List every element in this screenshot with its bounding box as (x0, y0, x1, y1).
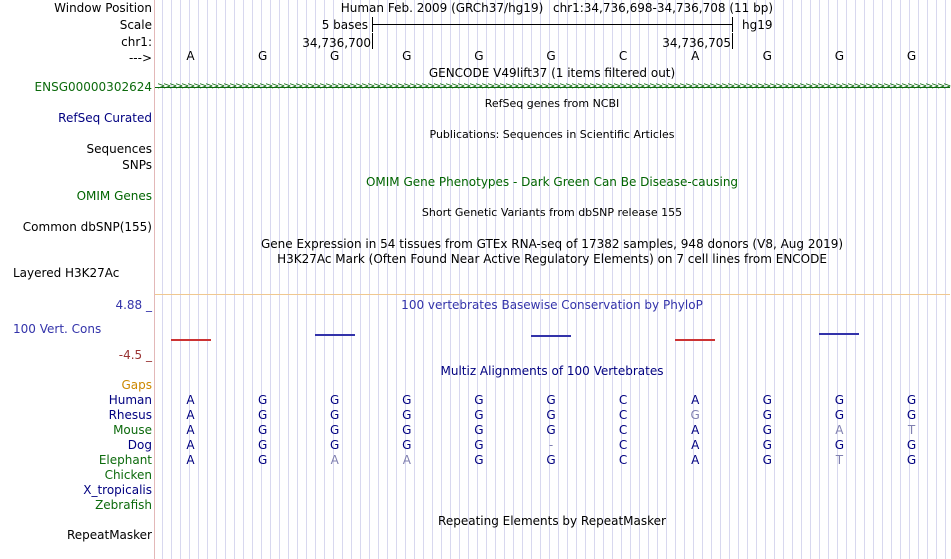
ruler-tick-right (732, 33, 733, 49)
alignment-base: G (474, 438, 484, 452)
phylop-track-title: 100 vertebrates Basewise Conservation by PhyloP (401, 298, 703, 312)
alignment-base: G (257, 408, 268, 422)
alignment-base: G (474, 393, 484, 407)
alignment-base: C (618, 393, 628, 407)
strand-arrow: > (547, 81, 556, 92)
strand-arrow: > (799, 81, 808, 92)
alignment-base: G (546, 423, 556, 437)
strand-arrow: > (271, 81, 280, 92)
strand-arrow: > (349, 81, 358, 92)
strand-arrow: > (721, 81, 730, 92)
strand-arrow: > (865, 81, 874, 92)
strand-arrow: > (943, 81, 951, 92)
alignment-base: C (618, 408, 628, 422)
strand-arrow: > (283, 81, 292, 92)
conservation-score-bar (531, 335, 571, 337)
strand-arrow: > (295, 81, 304, 92)
strand-arrow: > (163, 81, 172, 92)
strand-arrow: > (319, 81, 328, 92)
strand-arrow: > (307, 81, 316, 92)
conservation-score-bar (675, 339, 715, 341)
strand-arrow: > (613, 81, 622, 92)
strand-arrow: > (391, 81, 400, 92)
omim-genes-label[interactable]: OMIM Genes (76, 189, 152, 203)
strand-arrow: > (895, 81, 904, 92)
strand-arrow: > (343, 81, 352, 92)
strand-arrow: > (253, 81, 262, 92)
strand-arrow: > (805, 81, 814, 92)
refseq-track-title: RefSeq genes from NCBI (484, 97, 620, 110)
gencode-track-title: GENCODE V49lift37 (1 items filtered out) (428, 66, 676, 80)
alignment-base: G (906, 408, 917, 422)
strand-arrow: > (187, 81, 196, 92)
alignment-base: G (257, 423, 268, 437)
strand-arrow: > (535, 81, 544, 92)
strand-arrow: > (475, 81, 484, 92)
strand-arrow: > (487, 81, 496, 92)
alignment-base: G (330, 408, 340, 422)
strand-arrow: > (793, 81, 802, 92)
strand-arrow: > (925, 81, 934, 92)
strand-arrow: > (871, 81, 880, 92)
alignment-base: G (330, 393, 340, 407)
alignment-base: G (762, 438, 772, 452)
strand-arrow: > (565, 81, 574, 92)
strand-arrow: > (625, 81, 634, 92)
strand-arrow: > (385, 81, 394, 92)
position-range: chr1:34,736,698-34,736,708 (11 bp) (552, 1, 774, 15)
strand-arrow: > (541, 81, 550, 92)
strand-arrow: > (331, 81, 340, 92)
conservation-top-divider (155, 294, 950, 295)
strand-arrow: > (781, 81, 790, 92)
alignment-base: A (402, 453, 411, 467)
strand-arrow: > (877, 81, 886, 92)
reference-base: G (546, 49, 556, 63)
strand-arrow: > (685, 81, 694, 92)
strand-arrow: > (733, 81, 742, 92)
strand-arrow: > (619, 81, 628, 92)
strand-arrow: > (469, 81, 478, 92)
vert-cons-label[interactable]: 100 Vert. Cons (13, 322, 102, 336)
strand-arrow: > (589, 81, 598, 92)
strand-arrow: > (463, 81, 472, 92)
scale-label: Scale (119, 18, 152, 32)
strand-arrow: > (595, 81, 604, 92)
alignment-base: G (474, 408, 484, 422)
snps-label[interactable]: SNPs (122, 158, 152, 172)
reference-base: G (402, 49, 412, 63)
strand-arrow: > (673, 81, 682, 92)
assembly-title: Human Feb. 2009 (GRCh37/hg19) (340, 1, 544, 15)
strand-arrow: > (703, 81, 712, 92)
reference-base: G (906, 49, 917, 63)
alignment-base: G (402, 393, 412, 407)
strand-arrow: > (829, 81, 838, 92)
strand-arrow: > (823, 81, 832, 92)
reference-base: A (691, 49, 700, 63)
repeatmasker-track-title: Repeating Elements by RepeatMasker (438, 514, 666, 528)
strand-arrow: > (631, 81, 640, 92)
strand-arrow: > (181, 81, 190, 92)
strand-arrow: > (757, 81, 766, 92)
strand-arrow: > (175, 81, 184, 92)
strand-arrow: > (667, 81, 676, 92)
strand-arrow: > (769, 81, 778, 92)
alignment-base: G (330, 423, 340, 437)
strand-arrow: > (199, 81, 208, 92)
alignment-base: A (186, 393, 195, 407)
strand-arrow: > (379, 81, 388, 92)
strand-arrow: > (817, 81, 826, 92)
alignment-base: G (762, 453, 772, 467)
strand-arrow: > (691, 81, 700, 92)
strand-arrow: > (787, 81, 796, 92)
conservation-max-label: 4.88 _ (115, 298, 152, 312)
strand-arrow: > (583, 81, 592, 92)
strand-arrow: > (811, 81, 820, 92)
strand-arrow: > (277, 81, 286, 92)
strand-arrow: > (373, 81, 382, 92)
strand-arrow: > (529, 81, 538, 92)
strand-arrow: > (763, 81, 772, 92)
gaps-label[interactable]: Gaps (121, 378, 152, 392)
multiz-track-title: Multiz Alignments of 100 Vertebrates (440, 364, 664, 378)
strand-arrow: > (709, 81, 718, 92)
strand-arrow: > (193, 81, 202, 92)
strand-arrow: > (847, 81, 856, 92)
strand-arrow: > (739, 81, 748, 92)
strand-arrow: > (571, 81, 580, 92)
alignment-base: G (690, 408, 700, 422)
strand-arrow: > (241, 81, 250, 92)
strand-arrow: > (517, 81, 526, 92)
alignment-base: G (906, 438, 917, 452)
reference-base: G (762, 49, 772, 63)
strand-arrow: > (835, 81, 844, 92)
alignment-base: G (762, 393, 772, 407)
alignment-base: A (186, 408, 195, 422)
alignment-base: C (618, 453, 628, 467)
conservation-score-bar (171, 339, 211, 341)
strand-arrow: > (559, 81, 568, 92)
reference-base: A (186, 49, 195, 63)
strand-arrow: > (883, 81, 892, 92)
strand-arrow: > (421, 81, 430, 92)
sequences-label[interactable]: Sequences (86, 142, 152, 156)
gtex-track-title: Gene Expression in 54 tissues from GTEx RNA-seq of 17382 samples, 948 donors (V8, Aug 2019) (260, 237, 844, 251)
strand-arrow: > (397, 81, 406, 92)
strand-arrow: > (655, 81, 664, 92)
alignment-base: A (835, 423, 844, 437)
common-dbsnp-label[interactable]: Common dbSNP(155) (22, 220, 152, 234)
alignment-base: C (618, 438, 628, 452)
strand-arrow: > (775, 81, 784, 92)
scale-bar-text: 5 bases (321, 18, 368, 32)
alignment-base: - (548, 438, 554, 452)
track-label-column (0, 0, 155, 559)
h3k27ac-track-title: H3K27Ac Mark (Often Found Near Active Regulatory Elements) on 7 cell lines from ENCODE (277, 252, 827, 266)
strand-arrow: > (859, 81, 868, 92)
strand-arrow: > (697, 81, 706, 92)
strand-arrow: > (259, 81, 268, 92)
reference-base: G (330, 49, 340, 63)
strand-arrow: > (247, 81, 256, 92)
strand-arrow: > (919, 81, 928, 92)
species-label-human[interactable]: Human (108, 393, 152, 407)
strand-arrow: > (889, 81, 898, 92)
strand-arrow: > (913, 81, 922, 92)
species-label-x-tropicalis[interactable]: X_tropicalis (83, 483, 152, 497)
scale-bar-line (372, 24, 733, 25)
strand-arrow: > (643, 81, 652, 92)
dbsnp-track-title: Short Genetic Variants from dbSNP release 155 (421, 206, 683, 219)
alignment-base: G (402, 408, 412, 422)
strand-arrow: > (313, 81, 322, 92)
alignment-base: G (474, 453, 484, 467)
ruler-position-left: 34,736,700 (302, 36, 371, 50)
strand-arrow: > (451, 81, 460, 92)
strand-arrow: > (907, 81, 916, 92)
strand-arrow: > (415, 81, 424, 92)
alignment-base: A (186, 423, 195, 437)
strand-arrow-label: ---> (128, 51, 152, 65)
strand-arrow: > (217, 81, 226, 92)
strand-arrow: > (853, 81, 862, 92)
strand-arrow: > (337, 81, 346, 92)
alignment-base: A (691, 438, 700, 452)
scale-bar-right-tick (732, 17, 733, 32)
ensg-label[interactable]: ENSG00000302624 (34, 80, 152, 94)
alignment-base: G (834, 438, 845, 452)
strand-arrow: > (229, 81, 238, 92)
strand-arrow: > (523, 81, 532, 92)
strand-arrow: > (481, 81, 490, 92)
strand-arrow: > (445, 81, 454, 92)
conservation-score-bar (315, 334, 355, 336)
alignment-base: A (691, 453, 700, 467)
strand-arrow: > (937, 81, 946, 92)
strand-arrow: > (301, 81, 310, 92)
alignment-base: G (762, 408, 772, 422)
strand-arrow: > (211, 81, 220, 92)
window-position-label: Window Position (54, 1, 152, 15)
alignment-base: G (330, 438, 340, 452)
strand-arrow: > (439, 81, 448, 92)
strand-arrow: > (367, 81, 376, 92)
strand-arrow: > (841, 81, 850, 92)
alignment-base: A (186, 453, 195, 467)
strand-arrow: > (355, 81, 364, 92)
alignment-base: T (907, 423, 916, 437)
alignment-base: A (186, 438, 195, 452)
strand-arrow: > (679, 81, 688, 92)
strand-arrow: > (751, 81, 760, 92)
alignment-base: G (402, 423, 412, 437)
strand-arrow: > (325, 81, 334, 92)
strand-arrow: > (577, 81, 586, 92)
track-area[interactable] (155, 0, 950, 559)
strand-arrow: > (409, 81, 418, 92)
species-label-elephant[interactable]: Elephant (98, 453, 152, 467)
alignment-base: A (691, 393, 700, 407)
chr-label: chr1: (121, 35, 152, 49)
strand-arrow: > (223, 81, 232, 92)
strand-arrow: > (511, 81, 520, 92)
alignment-base: G (257, 453, 268, 467)
alignment-base: G (474, 423, 484, 437)
species-label-rhesus[interactable]: Rhesus (108, 408, 152, 422)
strand-arrow: > (745, 81, 754, 92)
alignment-base: G (906, 393, 917, 407)
alignment-base: G (834, 408, 845, 422)
omim-track-title: OMIM Gene Phenotypes - Dark Green Can Be Disease-causing (365, 175, 739, 189)
alignment-base: G (402, 438, 412, 452)
alignment-base: G (546, 393, 556, 407)
layered-h3k27ac-label[interactable]: Layered H3K27Ac (13, 266, 120, 280)
strand-arrow: > (169, 81, 178, 92)
ruler-position-right: 34,736,705 (662, 36, 731, 50)
strand-arrow: > (607, 81, 616, 92)
reference-base: G (474, 49, 484, 63)
strand-arrow: > (289, 81, 298, 92)
strand-arrow: > (931, 81, 940, 92)
refseq-curated-label[interactable]: RefSeq Curated (58, 111, 152, 125)
reference-base: C (618, 49, 628, 63)
publications-track-title: Publications: Sequences in Scientific Articles (429, 128, 675, 141)
species-label-chicken[interactable]: Chicken (104, 468, 152, 482)
alignment-base: G (906, 453, 917, 467)
reference-base: G (257, 49, 268, 63)
strand-arrow: > (265, 81, 274, 92)
alignment-base: G (546, 453, 556, 467)
alignment-base: G (762, 423, 772, 437)
alignment-base: G (834, 393, 845, 407)
strand-arrow: > (601, 81, 610, 92)
alignment-base: C (618, 423, 628, 437)
strand-arrow: > (499, 81, 508, 92)
reference-base: G (834, 49, 845, 63)
strand-arrow: > (553, 81, 562, 92)
strand-arrow: > (235, 81, 244, 92)
strand-arrow: > (901, 81, 910, 92)
strand-arrow: > (715, 81, 724, 92)
alignment-base: A (330, 453, 339, 467)
ruler-tick-left (372, 33, 373, 49)
strand-arrow: > (403, 81, 412, 92)
alignment-base: T (835, 453, 844, 467)
conservation-score-bar (819, 333, 859, 335)
strand-arrow: > (637, 81, 646, 92)
strand-arrow: > (505, 81, 514, 92)
alignment-base: G (257, 438, 268, 452)
alignment-base: A (691, 423, 700, 437)
repeatmasker-label[interactable]: RepeatMasker (66, 528, 152, 542)
strand-arrow: > (661, 81, 670, 92)
strand-arrow: > (649, 81, 658, 92)
conservation-min-label: -4.5 _ (118, 348, 152, 362)
strand-arrow: > (157, 81, 166, 92)
strand-arrow: > (433, 81, 442, 92)
scale-bar-db: hg19 (742, 18, 773, 32)
alignment-base: G (257, 393, 268, 407)
strand-arrow: > (493, 81, 502, 92)
strand-arrow: > (727, 81, 736, 92)
strand-arrow: > (205, 81, 214, 92)
species-label-zebrafish[interactable]: Zebrafish (95, 498, 152, 512)
alignment-base: G (546, 408, 556, 422)
strand-arrow: > (361, 81, 370, 92)
species-label-dog[interactable]: Dog (127, 438, 152, 452)
species-label-mouse[interactable]: Mouse (113, 423, 152, 437)
strand-arrow: > (427, 81, 436, 92)
strand-arrow: > (457, 81, 466, 92)
